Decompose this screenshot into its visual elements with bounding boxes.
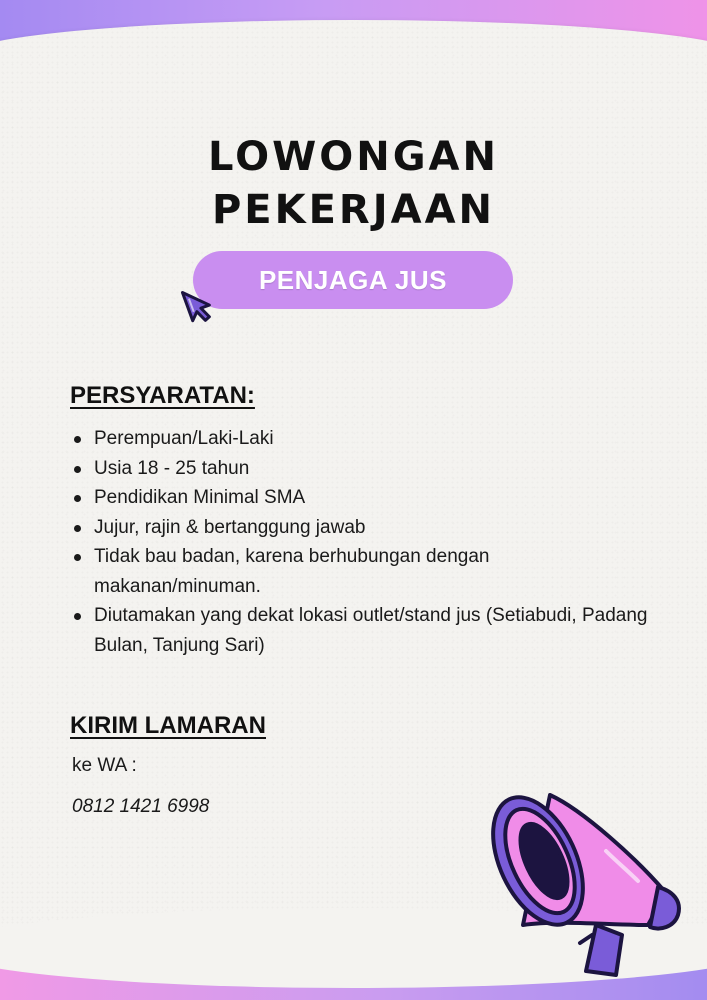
cursor-arrow-icon [178, 284, 218, 328]
list-item: Perempuan/Laki-Laki [72, 424, 652, 454]
list-item: Jujur, rajin & bertanggung jawab [72, 513, 652, 543]
megaphone-icon [488, 775, 688, 985]
apply-via-label: ke WA : [72, 755, 137, 776]
requirements-list [72, 424, 652, 660]
apply-heading: KIRIM LAMARAN [70, 712, 266, 739]
position-label: PENJAGA JUS [258, 264, 448, 295]
list-item: Pendidikan Minimal SMA [72, 483, 652, 513]
list-item: Diutamakan yang dekat lokasi outlet/stand jus (Setiabudi, Padang Bulan, Tanjung Sari) [72, 601, 652, 660]
position-badge [193, 251, 513, 309]
title-line-1: LOWONGAN [208, 134, 499, 180]
requirements-heading: PERSYARATAN: [70, 382, 255, 409]
list-item: Usia 18 - 25 tahun [72, 454, 652, 484]
phone-number: 0812 1421 6998 [72, 796, 210, 817]
title-line-2: PEKERJAAN [211, 187, 496, 233]
list-item: Tidak bau badan, karena berhubungan dengan makanan/minuman. [72, 542, 652, 601]
